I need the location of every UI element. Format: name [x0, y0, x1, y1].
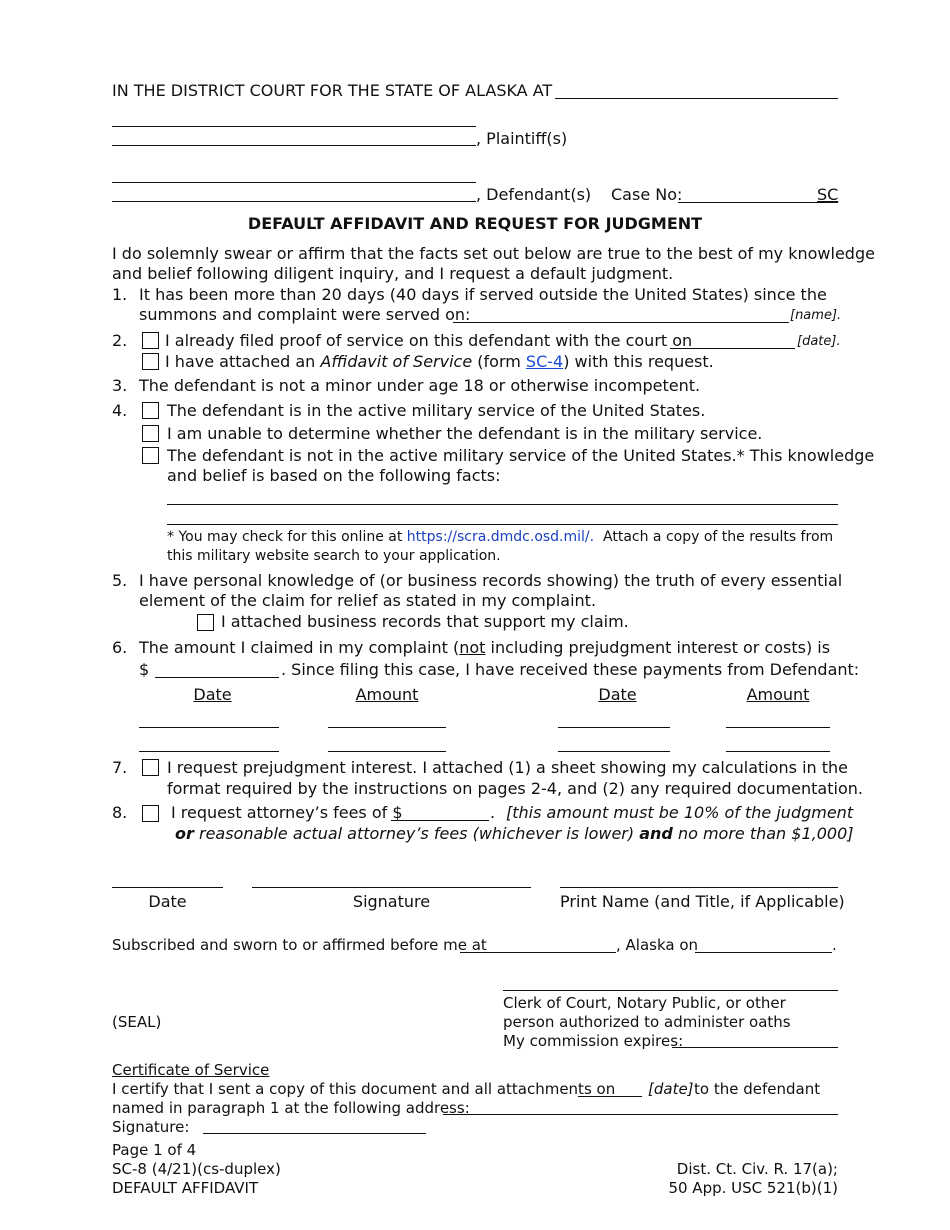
case-no-field[interactable] [678, 202, 838, 203]
commission-expires-field[interactable] [672, 1047, 838, 1048]
military-unknown-checkbox[interactable] [142, 425, 159, 442]
item3-text: The defendant is not a minor under age 18 or otherwise incompetent. [139, 376, 701, 395]
certificate-date-hint: [date] [648, 1080, 694, 1098]
military-active-checkbox[interactable] [142, 402, 159, 419]
signature-field[interactable] [252, 887, 531, 888]
facts-field-line1[interactable] [167, 504, 838, 505]
item2-option-a: I already filed proof of service on this defendant with the court on [165, 331, 693, 350]
clerk-line2: person authorized to administer oaths [503, 1013, 791, 1031]
item8-period: . [490, 803, 496, 822]
certificate-signature-field[interactable] [203, 1133, 426, 1134]
payment-date-field[interactable] [139, 751, 279, 752]
item7-line2: format required by the instructions on pages 2-4, and (2) any required documentation. [167, 779, 863, 798]
rule-citation-1: Dist. Ct. Civ. R. 17(a); [676, 1160, 838, 1178]
rule-citation-2: 50 App. USC 521(b)(1) [668, 1179, 838, 1197]
defendant-field-line1[interactable] [112, 182, 476, 183]
payment-date-field[interactable] [139, 727, 279, 728]
payment-amount-field[interactable] [726, 727, 830, 728]
sc4-link[interactable]: SC-4 [525, 352, 564, 371]
certificate-date-field[interactable] [578, 1096, 642, 1097]
sign-date-field[interactable] [112, 887, 223, 888]
item4-option-c: The defendant is not in the active military service of the United States.* This knowledge [167, 446, 875, 465]
date-hint: [date]. [797, 334, 841, 349]
certificate-heading: Certificate of Service [112, 1061, 270, 1079]
item5-line1: I have personal knowledge of (or business records showing) the truth of every essential [139, 571, 843, 590]
case-no-label: Case No: [611, 185, 683, 204]
item8-text: I request attorney’s fees of $ [171, 803, 403, 822]
intro-line2: and belief following diligent inquiry, and I request a default judgment. [112, 264, 674, 283]
defendant-label: , Defendant(s) [476, 185, 592, 204]
payment-amount-header: Amount [355, 685, 419, 704]
proof-filed-checkbox[interactable] [142, 332, 159, 349]
date-label: Date [148, 892, 187, 911]
affidavit-attached-checkbox[interactable] [142, 353, 159, 370]
proof-date-field[interactable] [670, 348, 795, 349]
sworn-text: Subscribed and sworn to or affirmed before me at [112, 936, 487, 954]
court-heading: IN THE DISTRICT COURT FOR THE STATE OF ALASKA AT [112, 81, 553, 100]
page-title: DEFAULT AFFIDAVIT AND REQUEST FOR JUDGMENT [247, 214, 703, 233]
sworn-date-field[interactable] [695, 952, 832, 953]
certificate-address-field[interactable] [443, 1114, 838, 1115]
certificate-line1-end: to the defendant [694, 1080, 821, 1098]
item-number: 7. [112, 758, 128, 777]
payment-amount-field[interactable] [726, 751, 830, 752]
attorney-fees-checkbox[interactable] [142, 805, 159, 822]
item6-line1: The amount I claimed in my complaint (not including prejudgment interest or costs) is [139, 638, 831, 657]
item-number: 6. [112, 638, 128, 657]
item-number: 3. [112, 376, 128, 395]
military-note-line2: this military website search to your application. [167, 548, 501, 564]
signature-label: Signature [352, 892, 431, 911]
item4-option-c-line2: and belief is based on the following facts: [167, 466, 501, 485]
item7-line1: I request prejudgment interest. I attached (1) a sheet showing my calculations in the [167, 758, 849, 777]
payment-date-header: Date [193, 685, 232, 704]
court-location-field[interactable] [555, 98, 838, 99]
payment-date-field[interactable] [558, 727, 670, 728]
intro-line1: I do solemnly swear or affirm that the facts set out below are true to the best of my knowledge [112, 244, 875, 263]
item-number: 5. [112, 571, 128, 590]
prejudgment-interest-checkbox[interactable] [142, 759, 159, 776]
item2-option-b: I have attached an Affidavit of Service (form SC-4) with this request. [165, 352, 714, 371]
certificate-line1: I certify that I sent a copy of this document and all attachments on [112, 1080, 616, 1098]
print-name-label: Print Name (and Title, if Applicable) [560, 892, 845, 911]
form-number: SC-8 (4/21)(cs-duplex) [112, 1160, 281, 1178]
plaintiff-field-line2[interactable] [112, 145, 476, 146]
served-name-field[interactable] [453, 322, 789, 323]
sworn-end: . [832, 936, 837, 954]
payment-amount-field[interactable] [328, 751, 446, 752]
item8-instruction: [this amount must be 10% of the judgment [506, 803, 854, 822]
item4-option-a: The defendant is in the active military service of the United States. [167, 401, 706, 420]
print-name-field[interactable] [560, 887, 838, 888]
payment-date-field[interactable] [558, 751, 670, 752]
form-name: DEFAULT AFFIDAVIT [112, 1179, 259, 1197]
defendant-field-line2[interactable] [112, 201, 476, 202]
plaintiff-label: , Plaintiff(s) [476, 129, 568, 148]
attorney-fees-field[interactable] [391, 820, 489, 821]
item5-checkbox-label: I attached business records that support my claim. [221, 612, 629, 631]
sworn-location-field[interactable] [460, 952, 616, 953]
item8-instruction-line2: or reasonable actual attorney’s fees (whichever is lower) and no more than $1,000] [175, 824, 854, 843]
case-suffix: SC [817, 185, 839, 204]
item6-line2: . Since filing this case, I have received these payments from Defendant: [281, 660, 860, 679]
seal-label: (SEAL) [112, 1013, 162, 1031]
item-number: 1. [112, 285, 128, 304]
business-records-checkbox[interactable] [197, 614, 214, 631]
clerk-line1: Clerk of Court, Notary Public, or other [503, 994, 786, 1012]
item1-line2: summons and complaint were served on: [139, 305, 471, 324]
certificate-line2: named in paragraph 1 at the following address: [112, 1099, 470, 1117]
scra-url[interactable]: https://scra.dmdc.osd.mil/. [406, 529, 595, 545]
officer-signature-field[interactable] [503, 990, 838, 991]
item5-line2: element of the claim for relief as stated in my complaint. [139, 591, 597, 610]
certificate-signature-label: Signature: [112, 1118, 190, 1136]
dollar-sign: $ [139, 660, 150, 679]
payment-amount-field[interactable] [328, 727, 446, 728]
page-number: Page 1 of 4 [112, 1141, 197, 1159]
sworn-alaska-on: , Alaska on [616, 936, 699, 954]
plaintiff-field-line1[interactable] [112, 126, 476, 127]
payment-amount-header: Amount [746, 685, 810, 704]
item-number: 2. [112, 331, 128, 350]
payment-date-header: Date [598, 685, 637, 704]
commission-label: My commission expires: [503, 1032, 684, 1050]
name-hint: [name]. [790, 308, 842, 323]
military-note: * You may check for this online at https://scra.dmdc.osd.mil/. Attach a copy of the results from [167, 529, 834, 545]
military-not-active-checkbox[interactable] [142, 447, 159, 464]
item4-option-b: I am unable to determine whether the defendant is in the military service. [167, 424, 763, 443]
item1-line1: It has been more than 20 days (40 days if served outside the United States) since the [139, 285, 827, 304]
item-number: 8. [112, 803, 128, 822]
facts-field-line2[interactable] [167, 524, 838, 525]
claim-amount-field[interactable] [155, 677, 279, 678]
item-number: 4. [112, 401, 128, 420]
